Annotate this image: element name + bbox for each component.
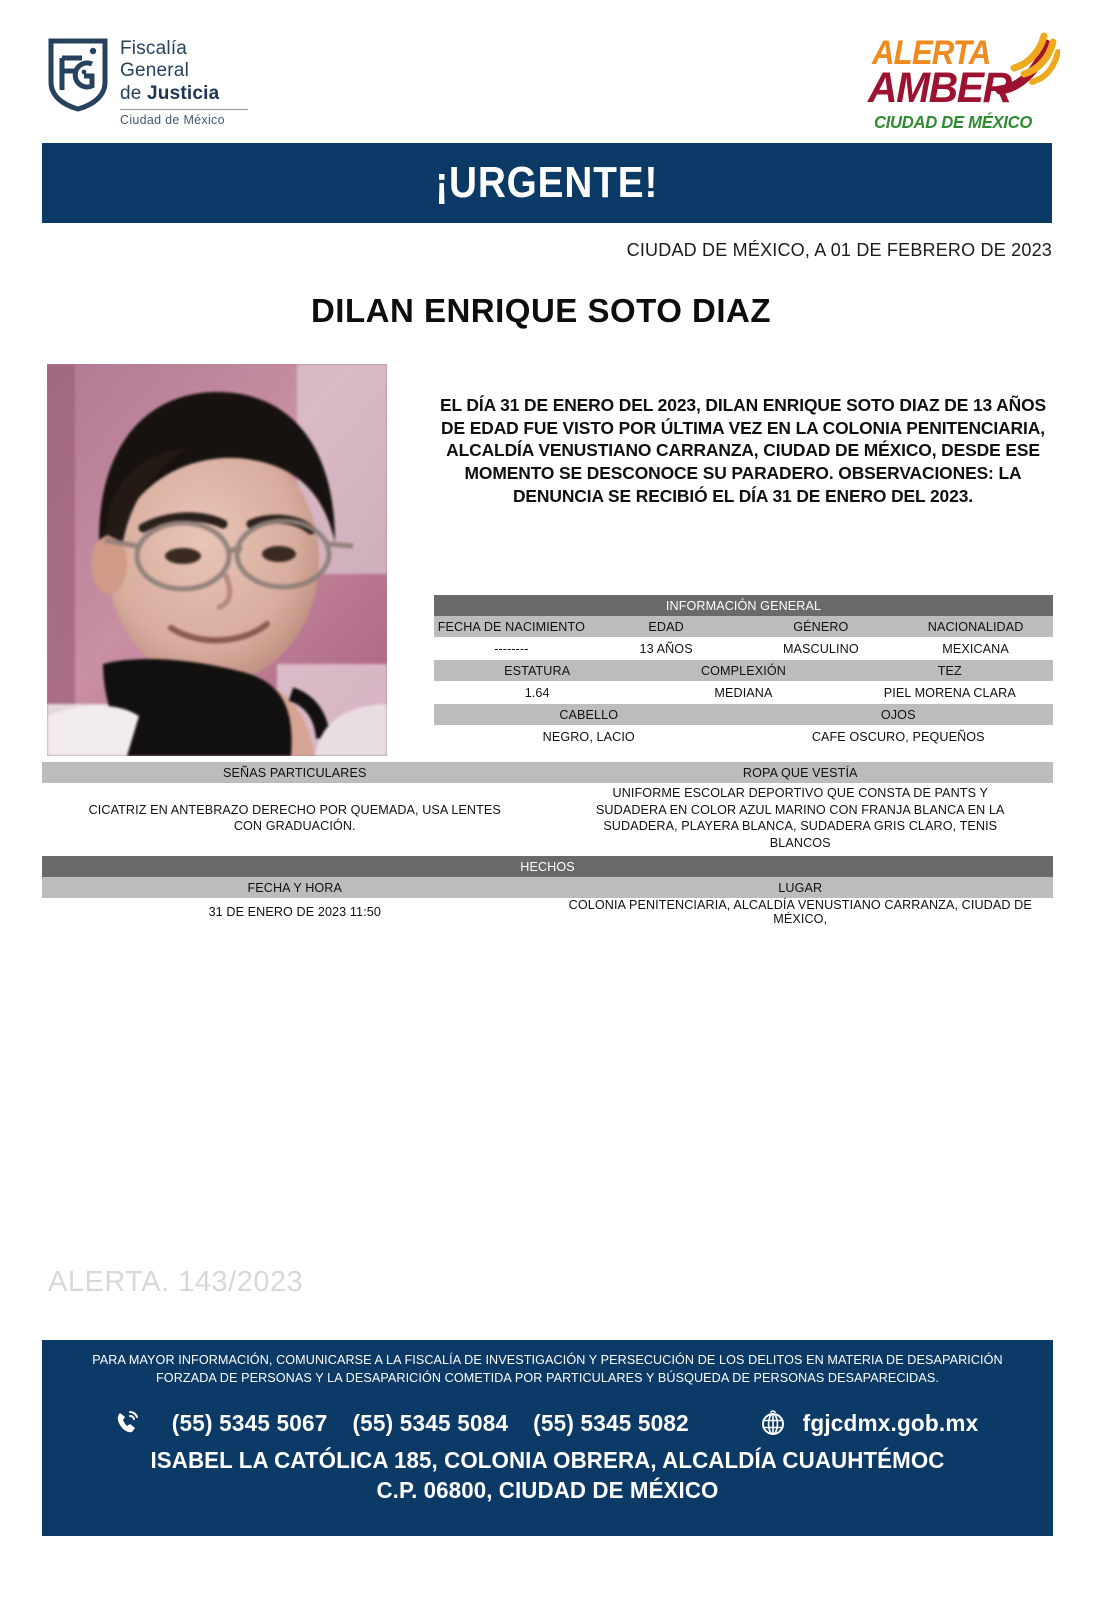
header-tez: TEZ xyxy=(847,660,1053,681)
value-estatura: 1.64 xyxy=(434,681,640,704)
amber-word-city: CIUDAD DE MÉXICO xyxy=(874,112,1033,132)
table-value-row xyxy=(42,783,1053,853)
alerta-amber-logo xyxy=(868,28,1058,136)
photo-illustration xyxy=(47,364,387,756)
fgj-shield-icon xyxy=(48,38,108,112)
facts-table xyxy=(42,856,1053,926)
incident-description: EL DÍA 31 DE ENERO DEL 2023, DILAN ENRIQUE SOTO DIAZ DE 13 AÑOS DE EDAD FUE VISTO POR ÚLTIMA VEZ EN LA COLONIA PENITENCIARIA, ALCALDÍA VENUSTIANO CARRANZA, CIUDAD DE MÉXICO, DESDE ESE MOMENTO SE DESCONOCE SU PARADERO. OBSERVACIONES: LA DENUNCIA SE RECIBIÓ EL DÍA 31 DE ENERO DEL 2023. xyxy=(439,395,1047,506)
facts-title: HECHOS xyxy=(42,856,1053,877)
header-fecha-y-hora: FECHA Y HORA xyxy=(42,877,548,898)
value-senas-particulares: CICATRIZ EN ANTEBRAZO DERECHO POR QUEMADA, USA LENTES CON GRADUACIÓN. xyxy=(42,783,548,853)
table-header-row xyxy=(434,616,1053,637)
fgj-line-general: General xyxy=(120,60,189,82)
table-value-row xyxy=(42,898,1053,926)
marks-clothing-table xyxy=(42,762,1053,853)
table-header-row xyxy=(42,877,1053,898)
amber-word-alerta: ALERTA xyxy=(872,34,991,72)
address-line-2: C.P. 06800, CIUDAD DE MÉXICO xyxy=(376,1476,719,1503)
header-complexion: COMPLEXIÓN xyxy=(640,660,846,681)
table-value-row xyxy=(434,681,1053,704)
fgj-line-fiscalia: Fiscalía xyxy=(120,38,188,59)
phone-ringing-icon xyxy=(113,1408,143,1438)
table-value-row xyxy=(434,725,1053,748)
website-url[interactable]: fgjcdmx.gob.mx xyxy=(802,1409,979,1436)
table-header-row xyxy=(434,704,1053,725)
value-fecha-nacimiento: -------- xyxy=(434,637,589,660)
table-value-row xyxy=(434,637,1053,660)
amber-word-amber: AMBER xyxy=(868,64,1011,112)
header-estatura: ESTATURA xyxy=(434,660,640,681)
header-senas-particulares: SEÑAS PARTICULARES xyxy=(42,762,548,783)
globe-icon xyxy=(759,1409,787,1437)
fgj-logo xyxy=(48,38,248,128)
value-genero: MASCULINO xyxy=(743,637,898,660)
header-ropa-que-vestia: ROPA QUE VESTÍA xyxy=(548,762,1054,783)
urgent-banner xyxy=(42,143,1052,223)
header-ojos: OJOS xyxy=(743,704,1053,725)
page-title: DILAN ENRIQUE SOTO DIAZ xyxy=(310,292,772,329)
value-cabello: NEGRO, LACIO xyxy=(434,725,743,748)
phone-numbers xyxy=(171,1410,688,1437)
page-footer xyxy=(42,1340,1053,1536)
page-header xyxy=(0,0,1094,140)
table-section-title-row xyxy=(434,595,1053,616)
header-edad: EDAD xyxy=(589,616,744,637)
value-complexion: MEDIANA xyxy=(640,681,846,704)
footer-contact-row xyxy=(42,1408,1053,1438)
issue-date: CIUDAD DE MÉXICO, A 01 DE FEBRERO DE 2023 xyxy=(626,240,1052,260)
header-nacionalidad: NACIONALIDAD xyxy=(898,616,1053,637)
fgj-line-justicia: de Justicia xyxy=(120,82,220,104)
header-fecha-nacimiento: FECHA DE NACIMIENTO xyxy=(434,616,589,637)
fgj-wordmark xyxy=(120,38,248,128)
table-header-row xyxy=(42,762,1053,783)
table-section-title-row xyxy=(42,856,1053,877)
signal-waves-icon xyxy=(994,28,1060,102)
value-lugar: COLONIA PENITENCIARIA, ALCALDÍA VENUSTIANO CARRANZA, CIUDAD DE MÉXICO, xyxy=(548,898,1054,926)
header-genero: GÉNERO xyxy=(743,616,898,637)
urgent-banner-title: ¡URGENTE! xyxy=(435,158,659,207)
value-edad: 13 AÑOS xyxy=(589,637,744,660)
table-header-row xyxy=(434,660,1053,681)
value-tez: PIEL MORENA CLARA xyxy=(847,681,1053,704)
phone-number: (55) 5345 5067 xyxy=(171,1409,328,1436)
general-info-table xyxy=(434,595,1053,748)
fgj-divider xyxy=(120,109,248,110)
fgj-city-label: Ciudad de México xyxy=(120,113,225,128)
value-nacionalidad: MEXICANA xyxy=(898,637,1053,660)
footer-note: PARA MAYOR INFORMACIÓN, COMUNICARSE A LA FISCALÍA DE INVESTIGACIÓN Y PERSECUCIÓN DE LOS DELITOS EN MATERIA DE DESAPARICIÓN FORZADA DE PERSONAS Y LA DESAPARICIÓN COMETIDA POR PARTICULARES Y BÚSQUEDA DE PERSONAS DESAPARECIDAS. xyxy=(92,1353,1003,1385)
missing-person-photo xyxy=(47,364,387,756)
general-info-title: INFORMACIÓN GENERAL xyxy=(434,595,1053,616)
alert-number: ALERTA. 143/2023 xyxy=(48,1266,304,1298)
header-cabello: CABELLO xyxy=(434,704,743,725)
address-line-1: ISABEL LA CATÓLICA 185, COLONIA OBRERA, ALCALDÍA CUAUHTÉMOC xyxy=(150,1447,945,1473)
website-group xyxy=(759,1409,982,1437)
phone-number: (55) 5345 5082 xyxy=(532,1409,689,1436)
value-fecha-y-hora: 31 DE ENERO DE 2023 11:50 xyxy=(42,898,548,926)
value-ojos: CAFE OSCURO, PEQUEÑOS xyxy=(743,725,1053,748)
header-lugar: LUGAR xyxy=(548,877,1054,898)
footer-address xyxy=(57,1446,1038,1506)
value-ropa-que-vestia: UNIFORME ESCOLAR DEPORTIVO QUE CONSTA DE PANTS Y SUDADERA EN COLOR AZUL MARINO CON FRANJA BLANCA EN LA SUDADERA, PLAYERA BLANCA, SUDADERA GRIS CLARO, TENIS BLANCOS xyxy=(548,783,1054,853)
phone-number: (55) 5345 5084 xyxy=(352,1409,508,1436)
